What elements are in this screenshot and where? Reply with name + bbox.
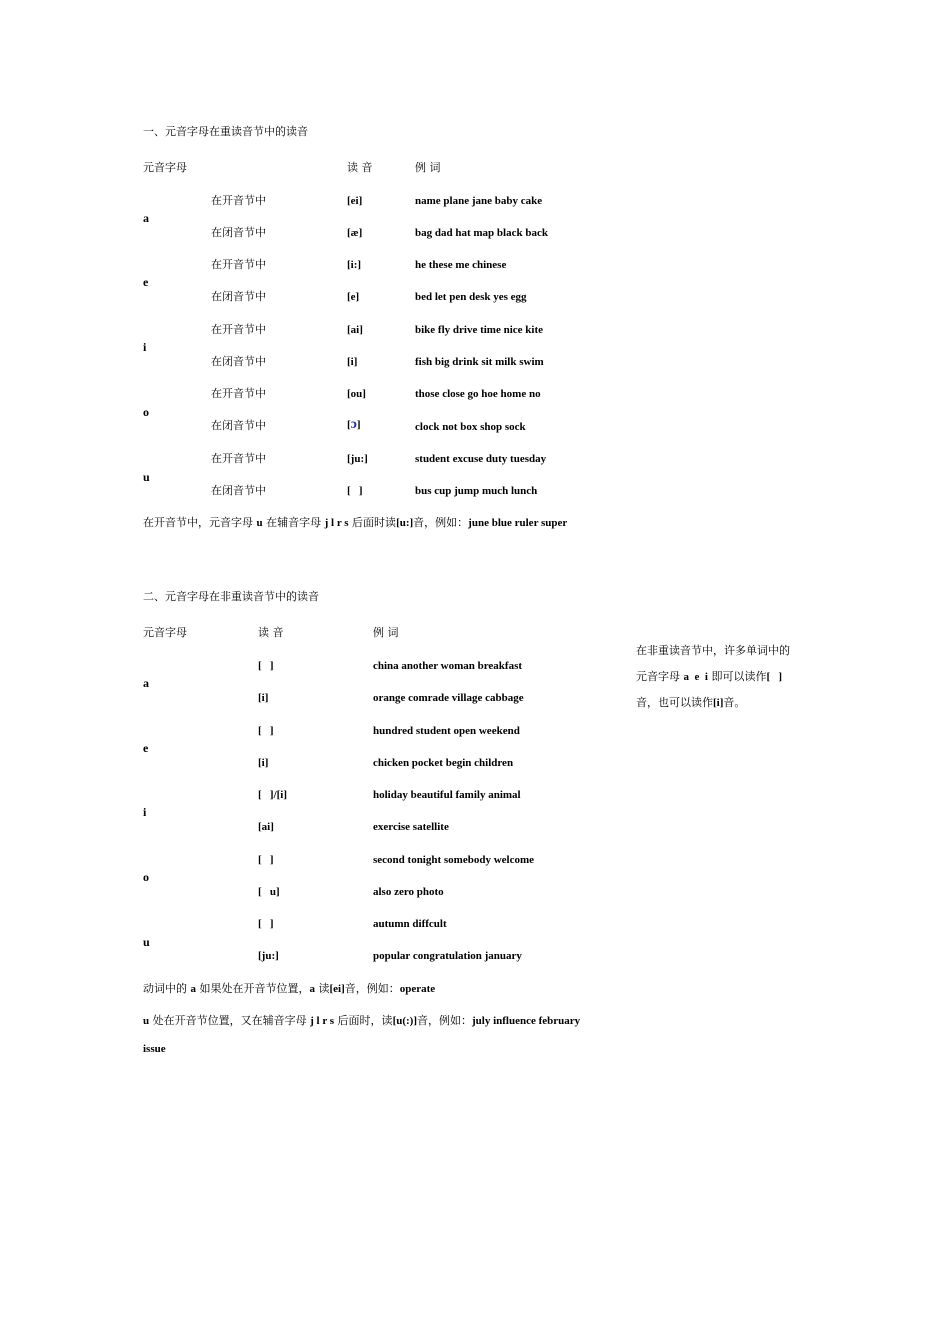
note-bold: [ ] (766, 671, 783, 683)
note-text: 即可以读作 (707, 670, 767, 683)
section1-header-sound: 读 音 (347, 161, 373, 174)
side-note-line (636, 664, 816, 690)
footnote-text: 动词中的 (143, 982, 191, 995)
footnote-text: 后面时，读 (334, 1014, 393, 1027)
row-examples: fish big drink sit milk swim (415, 356, 544, 368)
bracket-close: ] (356, 419, 361, 431)
row-sound: [ ] (258, 854, 274, 866)
row-examples: clock not box shop sock (415, 421, 526, 433)
row-examples: autumn diffcult (373, 918, 447, 930)
row-sound: [i] (347, 356, 358, 368)
section2-letter-e: e (143, 741, 149, 755)
side-note-line (636, 690, 816, 716)
section1-header-letter: 元音字母 (143, 161, 187, 174)
row-examples: bed let pen desk yes egg (415, 291, 527, 303)
row-sound: [ou] (347, 388, 366, 400)
row-sound: [e] (347, 291, 360, 303)
row-position: 在闭音节中 (211, 355, 266, 368)
section2-footnote-u-continued: issue (143, 1043, 166, 1055)
section1-header-examples: 例 词 (415, 161, 441, 174)
row-sound: [ ] (258, 725, 274, 737)
footnote-text: 读 (315, 982, 330, 995)
row-examples: exercise satellite (373, 821, 449, 833)
section1-letter-e: e (143, 275, 149, 289)
section2-footnote-verb (143, 983, 435, 995)
section1-footnote (143, 517, 567, 529)
row-examples: holiday beautiful family animal (373, 789, 521, 801)
footnote-bold: [u:] (396, 517, 414, 529)
footnote-bold: j l r s (324, 517, 349, 529)
row-examples: bus cup jump much lunch (415, 485, 538, 497)
footnote-text: 后面时读 (348, 516, 397, 529)
section2-letter-u: u (143, 935, 150, 949)
row-position: 在开音节中 (211, 194, 266, 207)
row-examples: hundred student open weekend (373, 725, 520, 737)
row-examples: he these me chinese (415, 259, 507, 271)
row-sound: [i:] (347, 259, 362, 271)
footnote-text: 在开音节中，元音字母 (143, 516, 257, 529)
row-examples: chicken pocket begin children (373, 757, 514, 769)
row-sound (347, 418, 361, 432)
row-position: 在开音节中 (211, 258, 266, 271)
row-examples: china another woman breakfast (373, 660, 523, 672)
footnote-bold: [ei] (329, 983, 345, 995)
row-position: 在闭音节中 (211, 290, 266, 303)
side-note-line: 在非重读音节中，许多单词中的 (636, 644, 790, 657)
footnote-text: 在辅音字母 (262, 516, 325, 529)
footnote-bold: j l r s (310, 1015, 335, 1027)
footnote-bold: u (256, 517, 263, 529)
note-bold: a e i (683, 671, 708, 683)
row-examples: also zero photo (373, 886, 444, 898)
footnote-text: 音，例如： (417, 1014, 472, 1027)
row-examples: student excuse duty tuesday (415, 453, 547, 465)
row-sound: [æ] (347, 227, 363, 239)
row-examples: popular congratulation january (373, 950, 522, 962)
footnote-bold: june blue ruler super (468, 517, 568, 529)
footnote-bold: a (309, 983, 315, 995)
note-text: 音。 (723, 696, 746, 709)
footnote-text: 如果处在开音节位置， (196, 982, 310, 995)
row-examples: name plane jane baby cake (415, 195, 543, 207)
section1-letter-o: o (143, 405, 149, 419)
note-text: 元音字母 (636, 670, 684, 683)
row-sound: [i] (258, 757, 269, 769)
section2-footnote-u (143, 1015, 580, 1027)
row-sound: [ai] (258, 821, 274, 833)
footnote-text: 音，例如： (413, 516, 469, 529)
section1-title: 一、元音字母在重读音节中的读音 (143, 125, 308, 138)
open-o-symbol: ɔ (350, 417, 357, 432)
row-position: 在开音节中 (211, 323, 266, 336)
row-sound: [ai] (347, 324, 363, 336)
row-examples: bag dad hat map black back (415, 227, 548, 239)
row-sound: [i] (258, 692, 269, 704)
row-sound: [ei] (347, 195, 363, 207)
section1-letter-a: a (143, 211, 149, 225)
footnote-bold: july influence february (472, 1015, 581, 1027)
footnote-bold: u (143, 1015, 150, 1027)
note-bold: [i] (713, 697, 724, 709)
section2-letter-i: i (143, 805, 147, 819)
row-sound: [ ] (347, 485, 363, 497)
row-sound: [ ] (258, 660, 274, 672)
row-examples: those close go hoe home no (415, 388, 541, 400)
section2-header-sound: 读 音 (258, 626, 284, 639)
section2-letter-o: o (143, 870, 149, 884)
footnote-bold: a (190, 983, 196, 995)
footnote-bold: operate (399, 983, 436, 995)
section2-letter-a: a (143, 676, 149, 690)
section1-letter-u: u (143, 470, 150, 484)
row-position: 在闭音节中 (211, 226, 266, 239)
note-text: 音，也可以读作 (636, 696, 713, 709)
row-position: 在闭音节中 (211, 419, 266, 432)
row-examples: orange comrade village cabbage (373, 692, 524, 704)
row-sound: [ ]/[i] (258, 789, 288, 801)
section2-header-letter: 元音字母 (143, 626, 187, 639)
section2-header-examples: 例 词 (373, 626, 399, 639)
row-sound: [ju:] (347, 453, 368, 465)
side-note (636, 638, 816, 716)
section2-title: 二、元音字母在非重读音节中的读音 (143, 590, 319, 603)
footnote-text: 处在开音节位置，又在辅音字母 (149, 1014, 311, 1027)
row-examples: second tonight somebody welcome (373, 854, 535, 866)
section1-letter-i: i (143, 340, 147, 354)
footnote-text: 音，例如： (344, 982, 400, 995)
row-sound: [ ] (258, 918, 274, 930)
row-examples: bike fly drive time nice kite (415, 324, 544, 336)
row-position: 在开音节中 (211, 387, 266, 400)
row-position: 在开音节中 (211, 452, 266, 465)
row-sound: [ju:] (258, 950, 279, 962)
footnote-bold: [u(:)] (392, 1015, 417, 1027)
row-position: 在闭音节中 (211, 484, 266, 497)
bracket-open: [ (347, 419, 351, 431)
row-sound: [ u] (258, 886, 280, 898)
